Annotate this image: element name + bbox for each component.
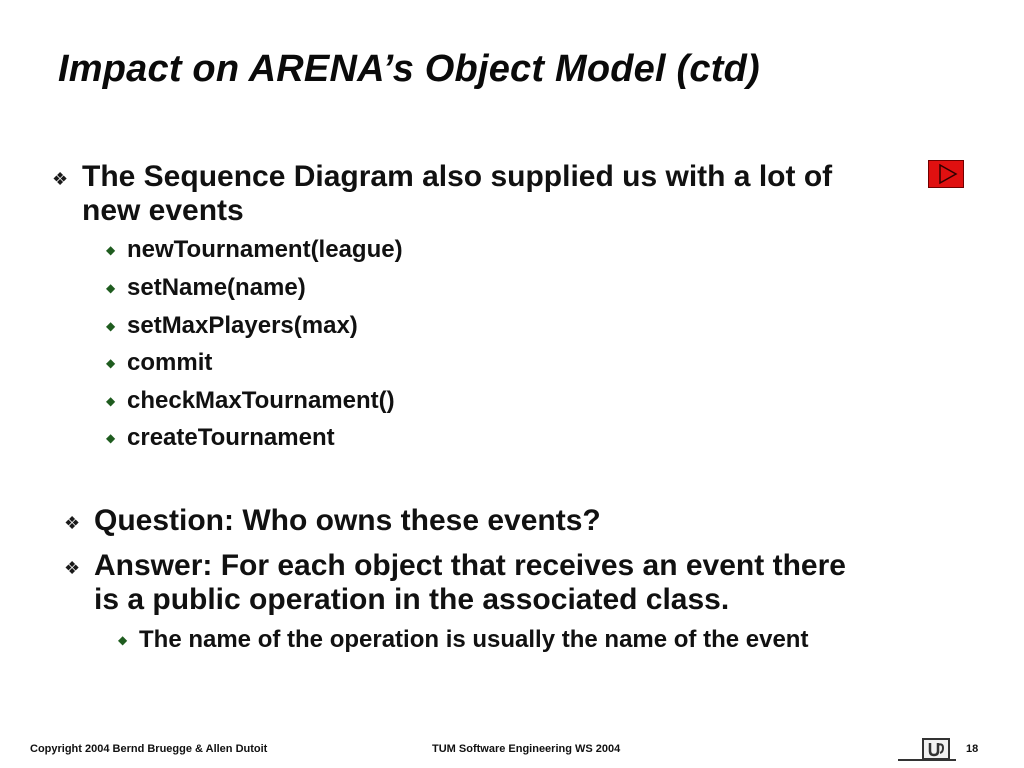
event-item: newTournament(league) <box>127 236 403 263</box>
event-item: commit <box>127 349 213 376</box>
diamond-bullet-icon: ◆ <box>106 431 116 445</box>
point1-line2: new events <box>82 194 244 227</box>
event-item: setMaxPlayers(max) <box>127 312 358 339</box>
diamond-bullet-icon: ◆ <box>106 356 116 370</box>
answer-subpoint: The name of the operation is usually the name of the event <box>139 626 809 653</box>
diamond-bullet-icon: ◆ <box>106 319 116 333</box>
four-diamond-bullet-icon: ❖ <box>52 169 69 189</box>
slide-title: Impact on ARENA’s Object Model (ctd) <box>58 48 760 90</box>
tum-logo-icon <box>922 738 950 760</box>
page-number: 18 <box>966 743 979 755</box>
footer-course: TUM Software Engineering WS 2004 <box>432 743 621 755</box>
question-text: Question: Who owns these events? <box>94 504 601 537</box>
diamond-bullet-icon: ◆ <box>118 633 128 647</box>
diamond-bullet-icon: ◆ <box>106 394 116 408</box>
four-diamond-bullet-icon: ❖ <box>64 513 81 533</box>
answer-line1: Answer: For each object that receives an event there <box>94 549 846 582</box>
footer-divider <box>898 759 956 761</box>
four-diamond-bullet-icon: ❖ <box>64 558 81 578</box>
diamond-bullet-icon: ◆ <box>106 281 116 295</box>
diamond-bullet-icon: ◆ <box>106 243 116 257</box>
event-item: createTournament <box>127 424 335 451</box>
play-next-icon[interactable] <box>928 160 964 188</box>
answer-line2: is a public operation in the associated class. <box>94 583 730 616</box>
point1-line1: The Sequence Diagram also supplied us with a lot of <box>82 160 833 193</box>
event-item: setName(name) <box>127 274 306 301</box>
event-item: checkMaxTournament() <box>127 387 395 414</box>
footer-copyright: Copyright 2004 Bernd Bruegge & Allen Dutoit <box>30 743 268 755</box>
